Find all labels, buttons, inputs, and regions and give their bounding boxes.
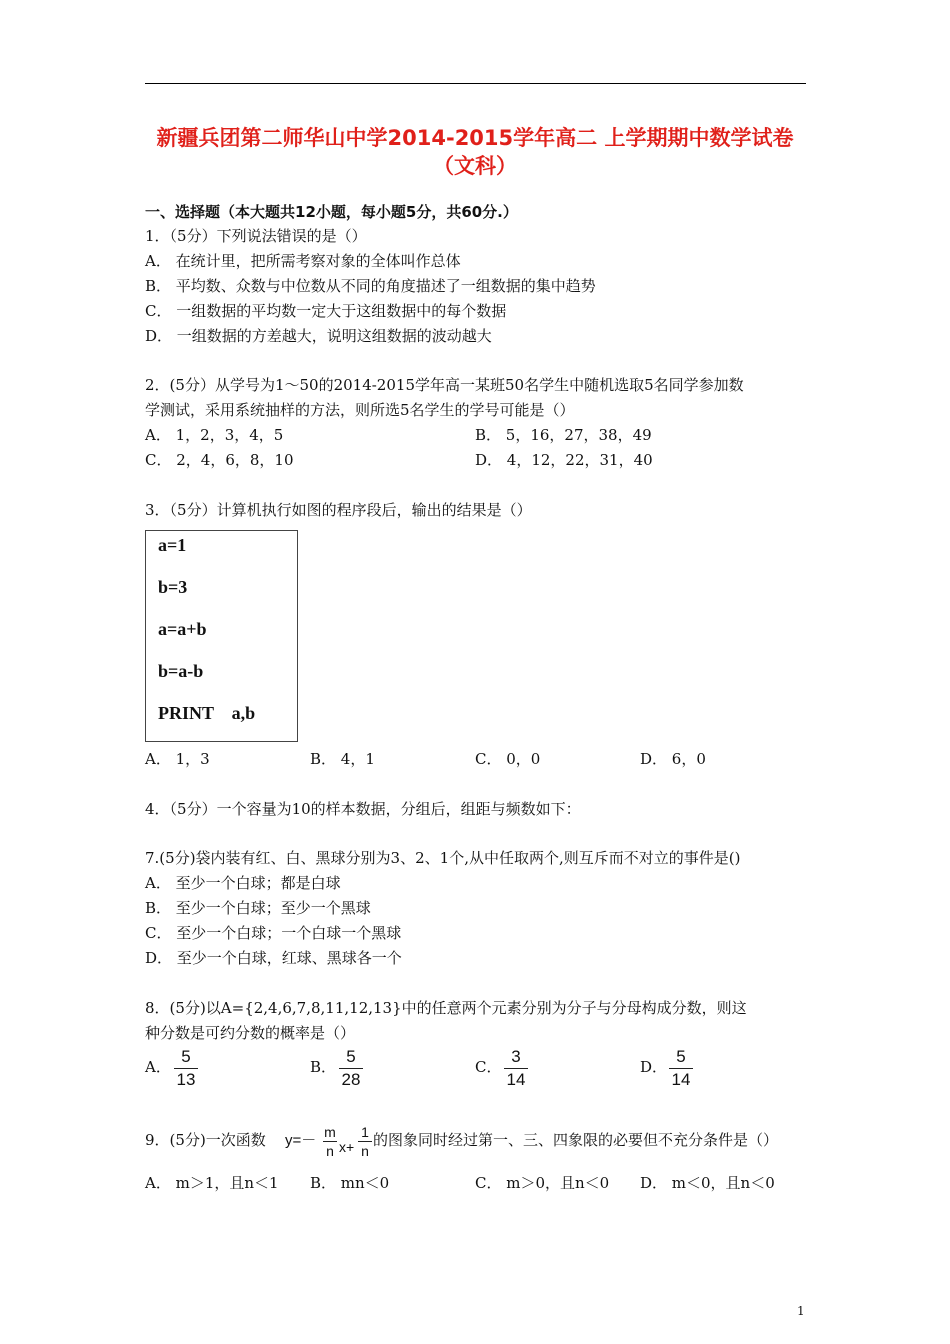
q8-option-b-label: B． <box>310 1058 337 1076</box>
fraction-bar <box>669 1068 693 1069</box>
fraction-bar <box>358 1141 372 1142</box>
section-heading: 一、选择题（本大题共12小题，每小题5分，共60分.） <box>145 203 518 221</box>
q8-d-denominator: 14 <box>671 1070 691 1089</box>
q8-stem-line2: 种分数是可约分数的概率是（） <box>145 1024 356 1042</box>
q9-formula-x: x+ <box>339 1139 355 1155</box>
q8-c-denominator: 14 <box>506 1070 526 1089</box>
q8-a-numerator: 5 <box>181 1047 191 1066</box>
q9-option-d: D． m＜0，且n＜0 <box>640 1174 775 1192</box>
program-code-box <box>145 530 298 742</box>
q8-option-d-fraction <box>669 1047 693 1090</box>
q2-option-b: B． 5，16，27，38，49 <box>475 426 652 444</box>
fraction-bar <box>339 1068 363 1069</box>
q2-stem-line2: 学测试，采用系统抽样的方法，则所选5名学生的学号可能是（） <box>145 401 575 419</box>
q8-b-denominator: 28 <box>341 1070 361 1089</box>
page-subtitle: （文科） <box>433 154 517 178</box>
q8-option-d-label: D． <box>640 1058 668 1076</box>
code-line-3: a=a+b <box>158 619 207 639</box>
q7-option-b: B． 至少一个白球；至少一个黑球 <box>145 899 371 917</box>
q7-option-a: A． 至少一个白球；都是白球 <box>145 874 341 892</box>
header-rule <box>145 83 806 84</box>
page-title: 新疆兵团第二师华山中学2014-2015学年高二 上学期期中数学试卷 <box>156 126 794 150</box>
q7-stem: 7.(5分)袋内装有红、白、黑球分别为3、2、1个,从中任取两个,则互斥而不对立的事件是() <box>145 849 741 867</box>
q2-stem-line1: 2．(5分）从学号为1～50的2014-2015学年高一某班50名学生中随机选取5名同学参加数 <box>145 376 744 394</box>
q8-option-c-label: C． <box>475 1058 502 1076</box>
q2-option-d: D． 4，12，22，31，40 <box>475 451 653 469</box>
q9-denominator-n2: n <box>361 1143 369 1159</box>
q9-fraction-1-over-n <box>358 1124 372 1159</box>
fraction-bar <box>504 1068 528 1069</box>
q2-option-a: A． 1，2，3，4，5 <box>145 426 284 444</box>
q7-option-d: D． 至少一个白球，红球、黑球各一个 <box>145 949 402 967</box>
q9-stem-suffix: 的图象同时经过第一、三、四象限的必要但不充分条件是（） <box>373 1131 779 1149</box>
fraction-bar <box>174 1068 198 1069</box>
q1-stem: 1．（5分）下列说法错误的是（） <box>145 227 367 245</box>
q2-option-c: C． 2，4，6，8，10 <box>145 451 294 469</box>
q9-fraction-m-over-n <box>323 1124 337 1159</box>
q1-option-a: A． 在统计里，把所需考察对象的全体叫作总体 <box>145 252 461 270</box>
q8-option-c-fraction <box>504 1047 528 1090</box>
q9-stem-prefix: 9．(5分)一次函数 <box>145 1131 266 1149</box>
fraction-bar <box>323 1141 337 1142</box>
q9-option-c: C． m＞0，且n＜0 <box>475 1174 610 1192</box>
q9-numerator-1: 1 <box>361 1124 369 1140</box>
q8-option-b-fraction <box>339 1047 363 1090</box>
page-number: 1 <box>797 1304 805 1318</box>
q1-option-c: C． 一组数据的平均数一定大于这组数据中的每个数据 <box>145 302 507 320</box>
code-line-5: PRINT a,b <box>158 703 256 723</box>
q1-option-b: B． 平均数、众数与中位数从不同的角度描述了一组数据的集中趋势 <box>145 277 596 295</box>
q8-b-numerator: 5 <box>346 1047 356 1066</box>
q3-option-b: B． 4，1 <box>310 750 375 768</box>
q7-option-c: C． 至少一个白球；一个白球一个黑球 <box>145 924 402 942</box>
code-line-2: b=3 <box>158 577 188 597</box>
q8-stem-line1: 8．(5分)以A={2,4,6,7,8,11,12,13}中的任意两个元素分别为分子与分母构成分数，则这 <box>145 999 747 1017</box>
q8-c-numerator: 3 <box>511 1047 521 1066</box>
q9-formula-y: y=－ <box>285 1132 317 1149</box>
q9-option-b: B． mn＜0 <box>310 1174 390 1192</box>
q9-numerator-m: m <box>324 1124 336 1140</box>
q9-denominator-n: n <box>326 1143 334 1159</box>
q3-option-d: D． 6，0 <box>640 750 706 768</box>
q8-d-numerator: 5 <box>676 1047 686 1066</box>
q9-option-a: A． m＞1，且n＜1 <box>145 1174 279 1192</box>
q4-stem: 4．（5分）一个容量为10的样本数据，分组后，组距与频数如下： <box>145 800 581 818</box>
q3-stem: 3．（5分）计算机执行如图的程序段后，输出的结果是（） <box>145 501 532 519</box>
q3-option-c: C． 0，0 <box>475 750 541 768</box>
q8-a-denominator: 13 <box>176 1070 196 1089</box>
q8-option-a-label: A． <box>145 1058 171 1076</box>
q8-option-a-fraction <box>174 1047 198 1090</box>
q3-option-a: A． 1，3 <box>145 750 210 768</box>
code-line-1: a=1 <box>158 535 187 555</box>
code-line-4: b=a-b <box>158 661 204 681</box>
q1-option-d: D． 一组数据的方差越大，说明这组数据的波动越大 <box>145 327 492 345</box>
